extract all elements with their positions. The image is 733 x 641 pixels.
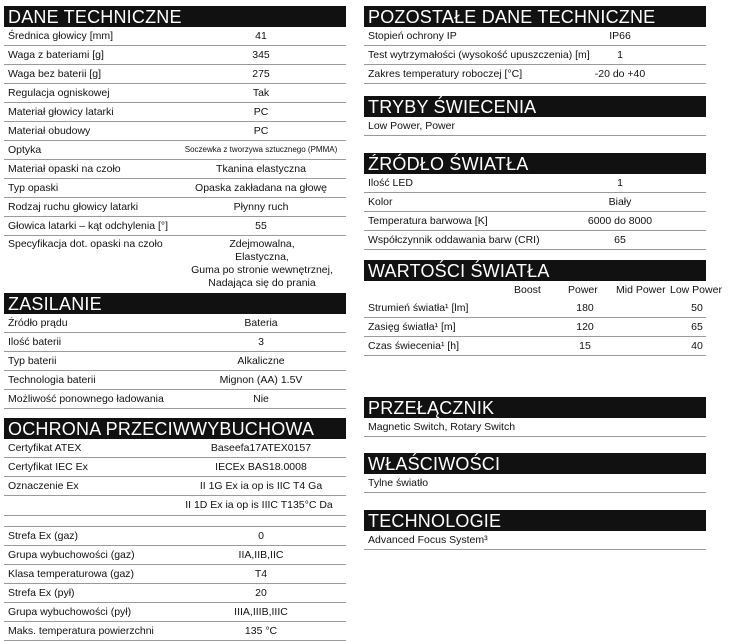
section-title: PRZEŁĄCZNIK: [364, 397, 706, 418]
row-label: Typ baterii: [8, 355, 57, 367]
row-value: 1: [617, 177, 623, 189]
row-label: Zakres temperatury roboczej [°C]: [368, 68, 523, 80]
row-value: II 1G Ex ia op is IIC T4 Ga: [199, 480, 323, 492]
table-row: [364, 27, 706, 46]
low-power-value: 40: [691, 340, 703, 352]
table-row: [4, 352, 346, 371]
row-value: Bateria: [244, 317, 278, 329]
spacer: [4, 516, 346, 527]
section-tryby: [364, 96, 706, 136]
section-technologie: [364, 510, 706, 550]
spec-line: Elastyczna,: [235, 251, 289, 263]
section-dane-techniczne: [4, 6, 346, 294]
spec-row: [4, 236, 346, 294]
row-value: 3: [258, 336, 264, 348]
row-label: Rodzaj ruchu głowicy latarki: [8, 201, 139, 213]
table-row: [364, 65, 706, 84]
section-pozostale: [364, 6, 706, 84]
table-row: [4, 458, 346, 477]
table-row: [4, 46, 346, 65]
table-row: [4, 103, 346, 122]
row-value: PC: [253, 125, 269, 137]
row-value: Alkaliczne: [237, 355, 285, 367]
row-label: Waga z bateriami [g]: [8, 49, 104, 61]
row-value: T4: [254, 568, 268, 580]
row-value: 6000 do 8000: [587, 215, 653, 227]
table-row: [364, 212, 706, 231]
spec-line: Guma po stronie wewnętrznej,: [191, 264, 333, 276]
tryby-text: Low Power, Power: [364, 117, 706, 136]
technologie-text: Advanced Focus System³: [364, 531, 706, 550]
table-row: [364, 318, 706, 337]
row-value: Tkanina elastyczna: [216, 163, 306, 175]
section-title: POZOSTAŁE DANE TECHNICZNE: [364, 6, 706, 27]
row-value: PC: [253, 106, 269, 118]
row-label: Średnica głowicy [mm]: [8, 30, 114, 42]
section-title: WŁAŚCIWOŚCI: [364, 453, 706, 474]
section-title: TRYBY ŚWIECENIA: [364, 96, 706, 117]
table-row: [364, 174, 706, 193]
spec-label: Specyfikacja dot. opaski na czoło: [8, 238, 163, 250]
row-label: Materiał opaski na czoło: [8, 163, 121, 175]
section-title: DANE TECHNICZNE: [4, 6, 346, 27]
row-label: Źródło prądu: [8, 317, 68, 329]
row-label: Certyfikat IEC Ex: [8, 461, 88, 473]
ex-marking-continuation: [4, 496, 346, 516]
row-value: 20: [255, 587, 267, 599]
row-value: 65: [614, 234, 626, 246]
table-row: [4, 217, 346, 236]
table-row: [4, 65, 346, 84]
power-value: 120: [576, 321, 594, 333]
table-row: [364, 231, 706, 250]
row-label: Optyka: [8, 144, 42, 156]
section-wartosci: [364, 260, 722, 356]
row-label: Głowica latarki – kąt odchylenia [°]: [8, 220, 169, 232]
section-zasilanie: [4, 293, 346, 409]
row-value: Biały: [608, 196, 632, 208]
row-label: Ilość LED: [368, 177, 413, 189]
row-label: Technologia baterii: [8, 374, 96, 386]
row-value: 55: [255, 220, 267, 232]
table-row: [364, 337, 706, 356]
row-label: Waga bez baterii [g]: [8, 68, 101, 80]
power-value: 15: [579, 340, 591, 352]
row-value: IECEx BAS18.0008: [215, 461, 307, 473]
low-power-value: 50: [691, 302, 703, 314]
row-value: 41: [255, 30, 267, 42]
table-row: [4, 603, 346, 622]
row-label: Grupa wybuchowości (pył): [8, 606, 132, 618]
row-value: 0: [258, 530, 264, 542]
col-low-power: Low Power: [670, 284, 722, 296]
row-value: IIA,IIB,IIC: [238, 549, 284, 561]
row-value: Mignon (AA) 1.5V: [219, 374, 303, 386]
power-value: 180: [576, 302, 594, 314]
section-title: ZASILANIE: [4, 293, 346, 314]
section-przelacznik: [364, 397, 706, 437]
table-row: [4, 622, 346, 641]
row-label: Strefa Ex (gaz): [8, 530, 79, 542]
section-wlasciwosci: [364, 453, 706, 493]
table-row: [4, 160, 346, 179]
low-power-value: 65: [691, 321, 703, 333]
section-zrodlo: [364, 153, 706, 250]
row-label: Materiał obudowy: [8, 125, 91, 137]
wlasciwosci-text: Tylne światło: [364, 474, 706, 493]
section-title: OCHRONA PRZECIWWYBUCHOWA: [4, 418, 346, 439]
table-row: [4, 439, 346, 458]
table-row: [4, 122, 346, 141]
row-label: Możliwość ponownego ładowania: [8, 393, 164, 405]
section-title: TECHNOLOGIE: [364, 510, 706, 531]
table-row: [4, 84, 346, 103]
row-value: Płynny ruch: [233, 201, 289, 213]
light-table-header: [364, 281, 722, 299]
row-label: Strefa Ex (pył): [8, 587, 75, 599]
row-value: 1: [617, 49, 623, 61]
table-row: [4, 198, 346, 217]
table-row: [4, 314, 346, 333]
przelacznik-text: Magnetic Switch, Rotary Switch: [364, 418, 706, 437]
table-row: [364, 193, 706, 212]
col-boost: Boost: [514, 284, 541, 296]
row-label: Materiał głowicy latarki: [8, 106, 114, 118]
row-value: -20 do +40: [594, 68, 646, 80]
row-label: Grupa wybuchowości (gaz): [8, 549, 135, 561]
row-label: Kolor: [368, 196, 393, 208]
section-ochrona: [4, 418, 346, 641]
row-value: Tak: [252, 87, 270, 99]
table-row: [4, 333, 346, 352]
section-title: WARTOŚCI ŚWIATŁA: [364, 260, 706, 281]
row-label: Maks. temperatura powierzchni: [8, 625, 154, 637]
table-row: [4, 179, 346, 198]
row-label: Zasięg światła¹ [m]: [368, 321, 456, 333]
col-power: Power: [568, 284, 598, 296]
table-row: [4, 390, 346, 409]
section-title: ŹRÓDŁO ŚWIATŁA: [364, 153, 706, 174]
row-value: 135 °C: [244, 625, 278, 637]
row-value: Soczewka z tworzywa sztucznego (PMMA): [184, 145, 338, 154]
row-label: Typ opaski: [8, 182, 59, 194]
row-value: 345: [252, 49, 270, 61]
row-label: Certyfikat ATEX: [8, 442, 82, 454]
row-value: Baseefa17ATEX0157: [210, 442, 312, 454]
table-row: [4, 527, 346, 546]
table-row: [364, 299, 706, 318]
row-label: Czas świecenia¹ [h]: [368, 340, 460, 352]
row-label: Stopień ochrony IP: [368, 30, 457, 42]
row-value: IIIA,IIIB,IIIC: [234, 606, 288, 618]
row-label: Współczynnik oddawania barw (CRI): [368, 234, 540, 246]
row-label: Temperatura barwowa [K]: [368, 215, 488, 227]
spec-line: Zdejmowalna,: [229, 238, 295, 250]
row-label: Klasa temperaturowa (gaz): [8, 568, 135, 580]
row-label: Oznaczenie Ex: [8, 480, 79, 492]
table-row: [4, 477, 346, 496]
row-value: 275: [252, 68, 270, 80]
table-row: [4, 565, 346, 584]
table-row: [4, 584, 346, 603]
row-value: Opaska zakładana na głowę: [195, 182, 327, 194]
row-label: Ilość baterii: [8, 336, 62, 348]
table-row: [4, 371, 346, 390]
table-row: [364, 46, 706, 65]
table-row: [4, 546, 346, 565]
col-mid-power: Mid Power: [616, 284, 666, 296]
table-row: [4, 141, 346, 160]
row-label: Regulacja ogniskowej: [8, 87, 110, 99]
row-label: Test wytrzymałości (wysokość upuszczenia) [m]: [368, 49, 590, 61]
table-row: [4, 27, 346, 46]
row-value: IP66: [609, 30, 631, 42]
row-label: Strumień światła¹ [lm]: [368, 302, 469, 314]
row-value: Nie: [253, 393, 269, 405]
spec-line: Nadająca się do prania: [208, 277, 316, 289]
ex-marking-dust: II 1D Ex ia op is IIIC T135°C Da: [185, 499, 333, 511]
